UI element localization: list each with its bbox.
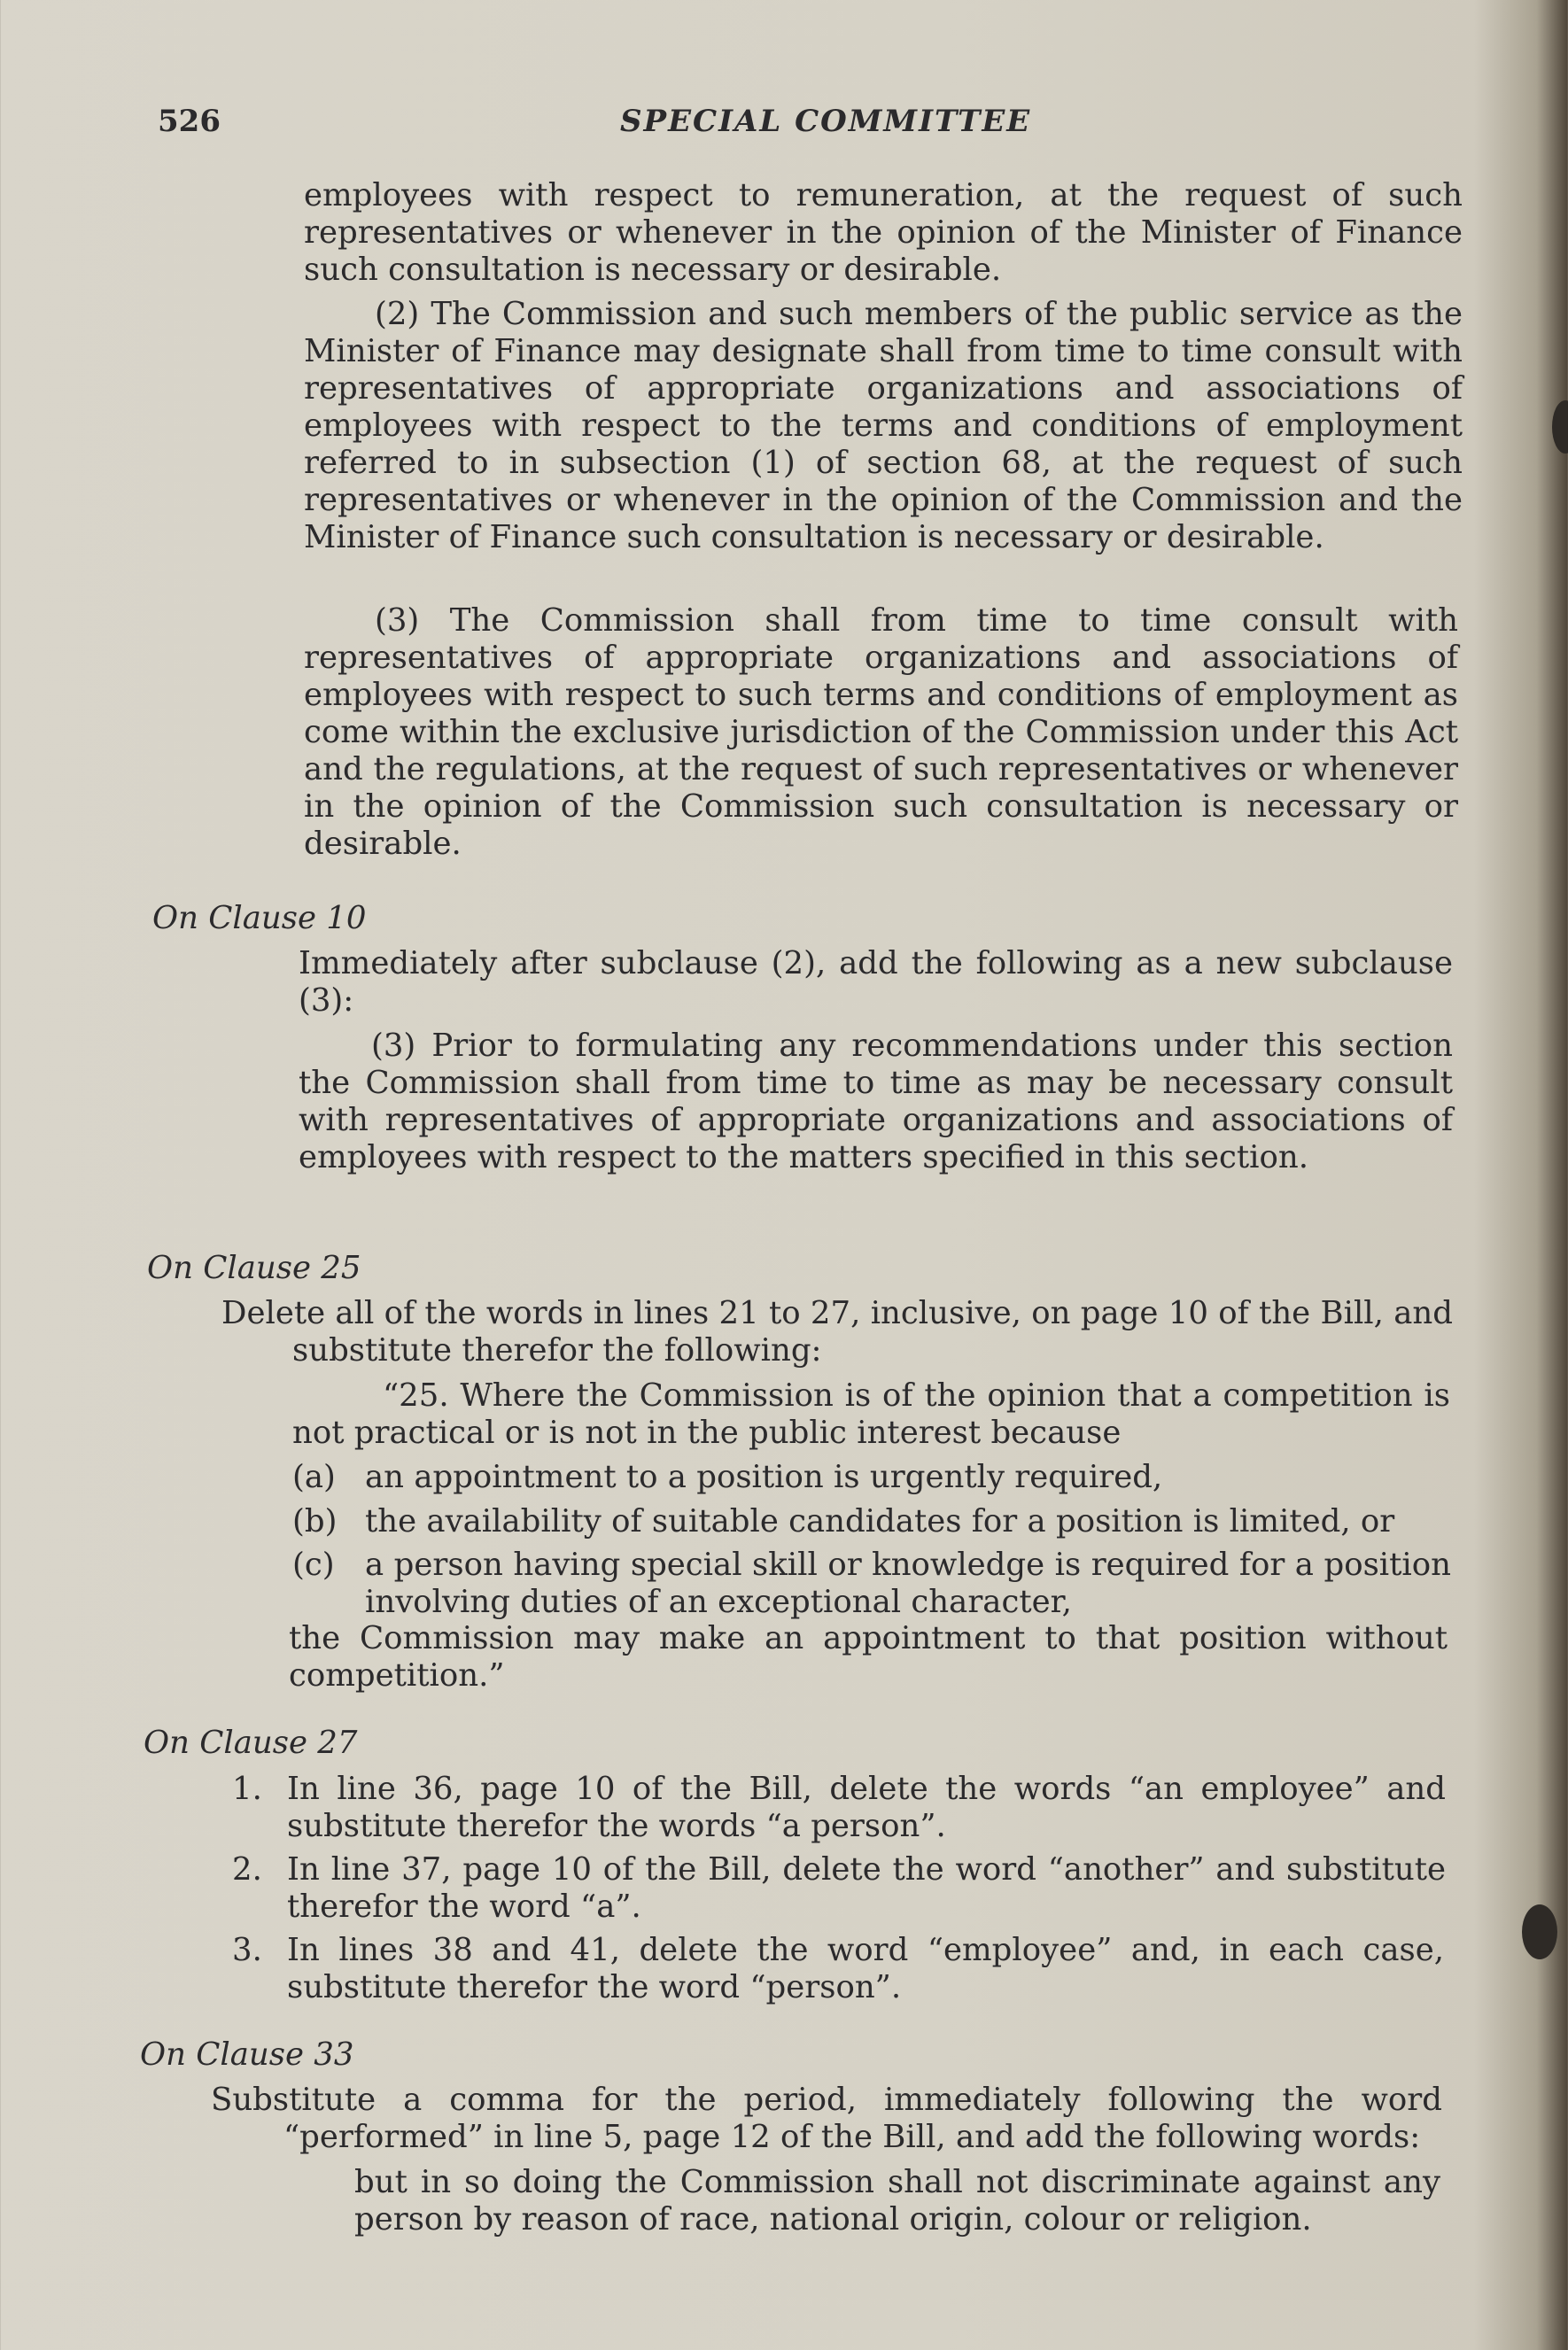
clause-25-instruction: Delete all of the words in lines 21 to 27, inclusive, on page 10 of the Bill, and substitute therefor the following: (221, 1295, 1453, 1369)
clause-10-instruction: Immediately after subclause (2), add the following as a new subclause (3): (299, 945, 1453, 1019)
section-69-subsection-3: (3) The Commission shall from time to time consult with representatives of appropriate organizations and associations of employees with respect to such terms and conditions of employment as come within the exclusive jurisdiction of the Commission under this Act and the regulations, at the request of such representatives or whenever in the opinion of the Commission such consultation is necessary or desirable. (304, 602, 1458, 862)
clause-33-instruction: Substitute a comma for the period, immediately following the word “performed” in line 5, page 12 of the Bill, and add the following words: (211, 2082, 1442, 2155)
item-text: In line 36, page 10 of the Bill, delete the words “an employee” and substitute therefor the words “a person”. (287, 1771, 1446, 1844)
clause-25-item-b (292, 1503, 1453, 1540)
item-text: a person having special skill or knowledge is required for a position involving duties of an exceptional character, (365, 1547, 1451, 1620)
item-label: (c) (292, 1547, 335, 1583)
clause-25-item-a (292, 1459, 1453, 1496)
page-number: 526 (158, 104, 221, 139)
clause-25-replacement-text: “25. Where the Commission is of the opinion that a competition is not practical or is not in the public interest because (292, 1377, 1450, 1451)
clause-27-item-1 (232, 1771, 1446, 1845)
item-text: an appointment to a position is urgently required, (365, 1459, 1163, 1495)
clause-33-added-words: but in so doing the Commission shall not discriminate against any person by reason of race, national origin, colour or religion. (354, 2164, 1440, 2238)
item-label: 1. (232, 1771, 262, 1807)
clause-25-closing-text: the Commission may make an appointment to that position without competition.” (289, 1620, 1448, 1694)
item-label: (a) (292, 1459, 336, 1495)
binding-hole-bottom (1522, 1904, 1557, 1959)
item-text: In lines 38 and 41, delete the word “employee” and, in each case, substitute therefor the word “person”. (287, 1932, 1444, 2005)
item-label: 3. (232, 1932, 262, 1968)
clause-25-item-c (292, 1547, 1453, 1621)
clause-10-heading: On Clause 10 (152, 900, 367, 936)
item-label: (b) (292, 1503, 338, 1540)
running-title: SPECIAL COMMITTEE (620, 104, 1032, 139)
clause-27-item-3 (232, 1932, 1446, 2006)
clause-10-new-subclause: (3) Prior to formulating any recommendations under this section the Commission shall from time to time as may be necessary consult with representatives of appropriate organizations and associations of employees with respect to the matters specified in this section. (299, 1028, 1453, 1175)
clause-27-item-2 (232, 1851, 1446, 1926)
section-69-subsection-2: (2) The Commission and such members of the public service as the Minister of Finance may designate shall from time to time consult with representatives of appropriate organizations and associations of employees with respect to the terms and conditions of employment referred to in subsection (1) of section 68, at the request of such representatives or whenever in the opinion of the Commission and the Minister of Finance such consultation is necessary or desirable. (304, 296, 1463, 555)
item-label: 2. (232, 1851, 262, 1888)
clause-25-heading: On Clause 25 (147, 1250, 361, 1286)
item-text: the availability of suitable candidates for a position is limited, or (365, 1503, 1395, 1540)
clause-27-heading: On Clause 27 (144, 1725, 358, 1761)
clause-33-heading: On Clause 33 (140, 2036, 354, 2073)
section-69-paragraph-1: employees with respect to remuneration, at the request of such representatives or whenever in the opinion of the Minister of Finance such consultation is necessary or desirable. (304, 177, 1463, 288)
item-text: In line 37, page 10 of the Bill, delete the word “another” and substitute therefor the word “a”. (287, 1851, 1446, 1925)
binding-hole-top (1552, 400, 1568, 454)
